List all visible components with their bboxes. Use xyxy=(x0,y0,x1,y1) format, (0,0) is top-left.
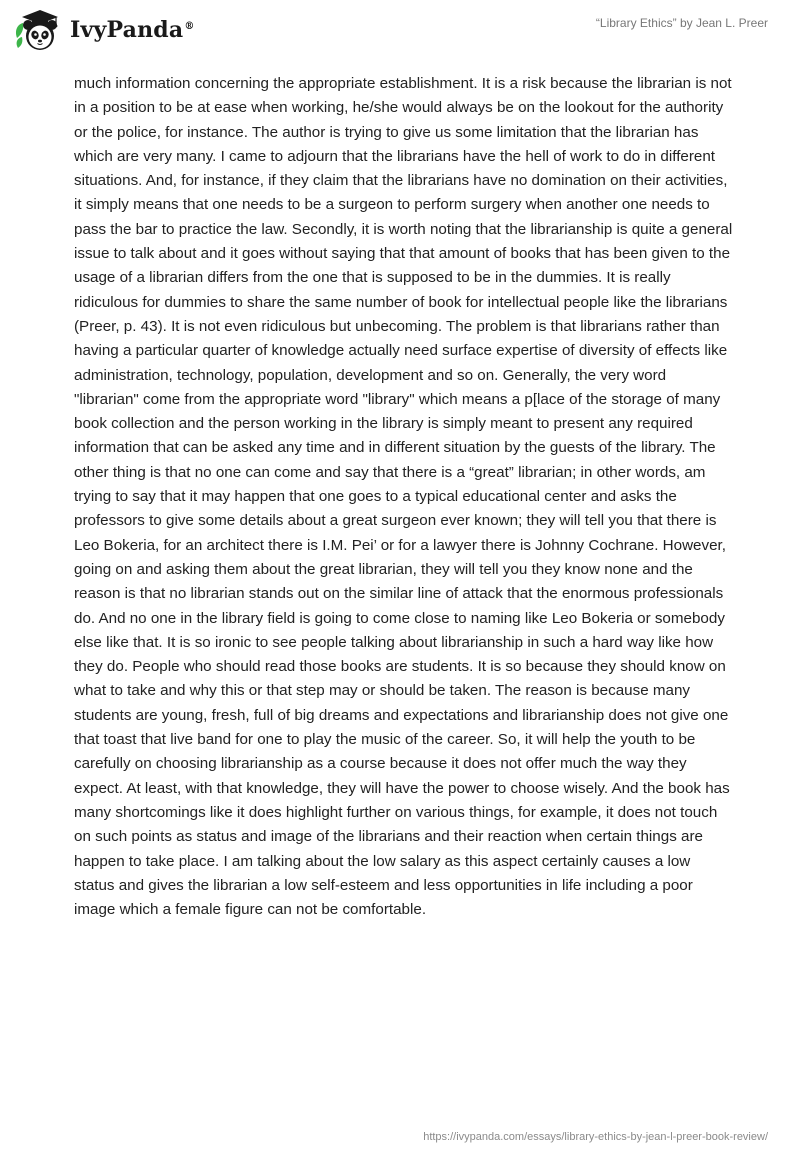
panda-graduation-cap-icon xyxy=(14,8,64,54)
logo-text: IvyPanda® xyxy=(70,17,195,43)
ivypanda-logo[interactable] xyxy=(14,8,195,54)
page-header xyxy=(0,0,800,60)
registered-mark: ® xyxy=(184,20,195,32)
essay-body-text: much information concerning the appropriate establishment. It is a risk because the librarian is not in a position to be at ease when working, he/she would always be on the lookout for the authority or the police, for instance. The author is trying to give us some limitation that the librarian has which are very many. I came to adjourn that the librarians have the hell of work to do in different situations. And, for instance, if they claim that the librarians have no domination on their activities, it simply means that one needs to be a surgeon to perform surgery when another one needs to pass the bar to practice the law. Secondly, it is worth noting that the librarianship is quite a general issue to talk about and it goes without saying that that amount of books that has been given to the usage of a librarian differs from the one that is supposed to be in the dummies. It is really ridiculous for dummies to share the same number of book for intellectual people like the librarians (Preer, p. 43). It is not even ridiculous but unbecoming. The problem is that librarians rather than having a particular quarter of knowledge actually need surface expertise of diversity of effects like administration, technology, population, development and so on. Generally, the very word "librarian" come from the appropriate word "library" which means a p[lace of the storage of many book collection and the person working in the library is simply meant to present any required information that can be asked any time and in different situation by the guests of the library. The other thing is that no one can come and say that there is a “great” librarian; in other words, am trying to say that it may happen that one goes to a typical educational center and asks the professors to give some details about a great surgeon ever known; they will tell you that there is Leo Bokeria, for an architect there is I.M. Pei’ or for a lawyer there is Johnny Cochrane. However, going on and asking them about the great librarian, they will tell you they know none and the reason is that no librarian stands out on the similar line of attack that the enormous professionals do. And no one in the library field is going to come close to naming like Leo Bokeria or somebody else like that. It is so ironic to see people talking about librarianship in such a hard way like how they do. People who should read those books are students. It is so because they should know on what to take and why this or that step may or should be taken. The reason is because many students are young, fresh, full of big dreams and expectations and librarianship does not give one that toast that live band for one to play the music of the career. So, it will help the youth to be carefully on choosing librarianship as a course because it does not offer much the way they expect. At least, with that knowledge, they will have the power to choose wisely. And the book has many shortcomings like it does highlight further on various things, for example, it does not touch on such points as status and image of the librarians and their reaction when certain things are happen to take place. I am talking about the low salary as this aspect certainly causes a low status and gives the librarian a low self-esteem and less opportunities in life including a poor image which a female figure can not be comfortable. xyxy=(74,75,733,919)
document-title: “Library Ethics” by Jean L. Preer xyxy=(595,16,768,30)
source-url[interactable]: https://ivypanda.com/essays/library-ethics-by-jean-l-preer-book-review/ xyxy=(423,1131,768,1143)
